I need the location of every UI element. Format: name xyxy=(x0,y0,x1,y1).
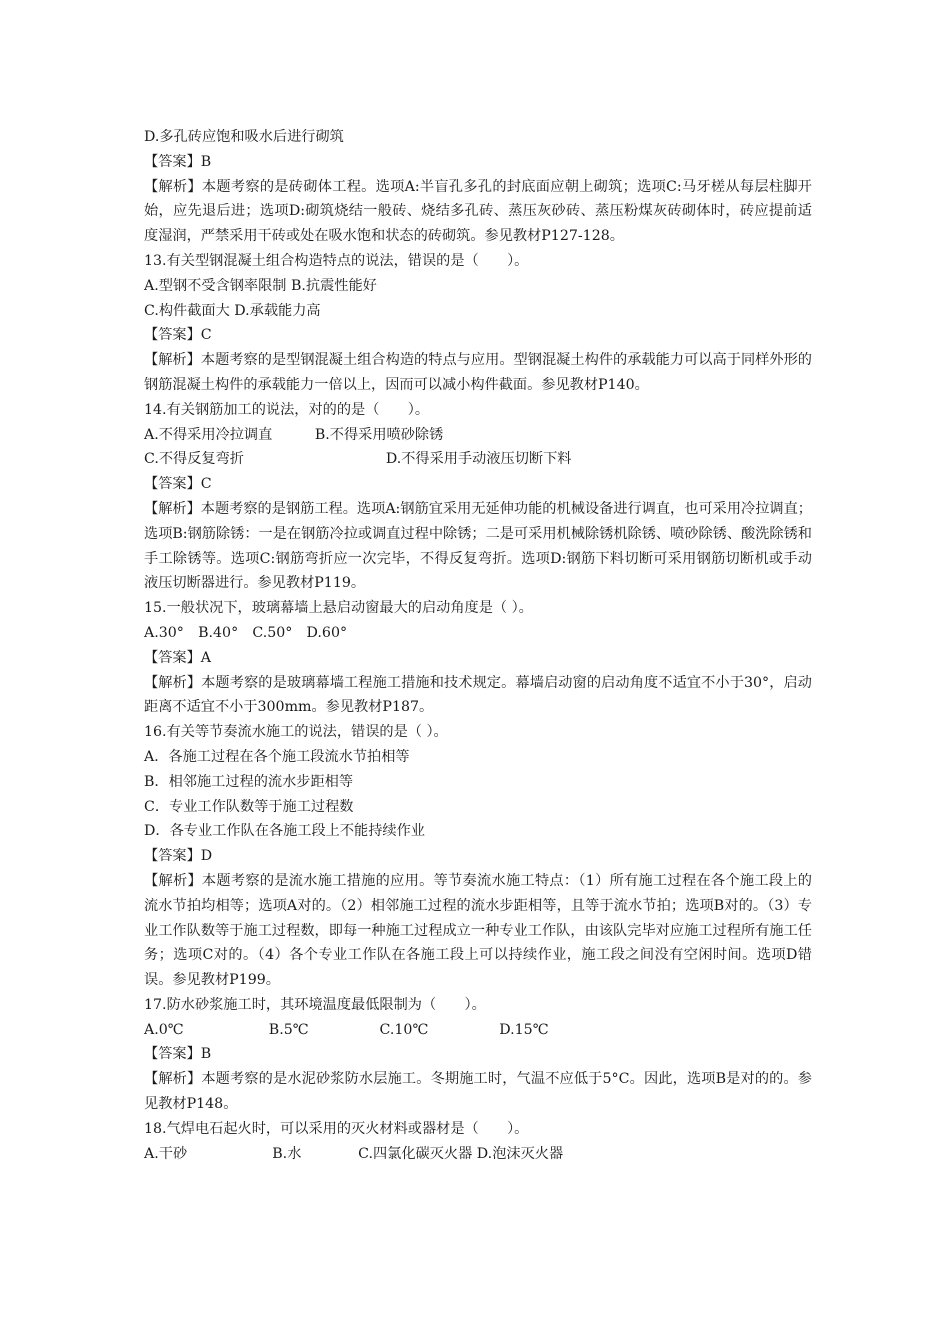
text-line: C.构件截面大 D.承载能力高 xyxy=(144,302,321,319)
text-line: C.不得反复弯折 D.不得采用手动液压切断下料 xyxy=(144,451,572,468)
text-line: 15.一般状况下，玻璃幕墙上悬启动窗最大的启动角度是（ ）。 xyxy=(144,600,533,617)
text-line: D．各专业工作队在各施工段上不能持续作业 xyxy=(144,823,425,840)
text-line: 【答案】A xyxy=(144,649,211,666)
text-line: C．专业工作队数等于施工过程数 xyxy=(144,798,354,815)
text-line: A.30° B.40° C.50° D.60° xyxy=(144,624,348,641)
text-line: 【答案】C xyxy=(144,476,212,493)
text-line: 【答案】B xyxy=(144,153,212,170)
explanation-paragraph: 【解析】本题考察的是钢筋工程。选项A:钢筋宜采用无延伸功能的机械设备进行调直，也可采用冷拉调直；选项B:钢筋除锈：一是在钢筋冷拉或调直过程中除锈；二是可采用机械除锈机除锈、喷砂除锈、酸洗除锈和手工除锈等。选项C:钢筋弯折应一次完毕，不得反复弯折。选项D:钢筋下料切断可采用钢筋切断机或手动液压切断器进行。参见教材P119。 xyxy=(144,500,812,592)
text-line: 17.防水砂浆施工时，其环境温度最低限制为（ ）。 xyxy=(144,996,486,1013)
explanation-paragraph: 【解析】本题考察的是砖砌体工程。选项A:半盲孔多孔的封底面应朝上砌筑；选项C:马牙槎从每层柱脚开始，应先退后进；选项D:砌筑烧结一般砖、烧结多孔砖、蒸压灰砂砖、蒸压粉煤灰砖砌体时，砖应提前适度湿润，严禁采用干砖或处在吸水饱和状态的砖砌筑。参见教材P127-128。 xyxy=(144,178,812,245)
text-line: 【答案】D xyxy=(144,848,213,865)
text-line: D.多孔砖应饱和吸水后进行砌筑 xyxy=(144,129,344,145)
explanation-paragraph: 【解析】本题考察的是流水施工措施的应用。等节奏流水施工特点：（1）所有施工过程在各个施工段上的流水节拍均相等；选项A对的。（2）相邻施工过程的流水步距相等，且等于流水节拍；选项B对的。（3）专业工作队数等于施工过程数，即每一种施工过程成立一种专业工作队，由该队完毕对应施工过程所有施工任务；选项C对的。（4）各个专业工作队在各施工段上可以持续作业，施工段之间没有空闲时间。选项D错误。参见教材P199。 xyxy=(144,872,812,989)
text-line: 【答案】B xyxy=(144,1046,212,1063)
text-line: A.型钢不受含钢率限制 B.抗震性能好 xyxy=(144,277,377,294)
text-line: A.0℃ B.5℃ C.10℃ D.15℃ xyxy=(144,1021,549,1038)
text-line: A．各施工过程在各个施工段流水节拍相等 xyxy=(144,748,410,765)
text-line: A.干砂 B.水 C.四氯化碳灭火器 D.泡沫灭火器 xyxy=(144,1145,564,1162)
text-line: 13.有关型钢混凝土组合构造特点的说法，错误的是（ ）。 xyxy=(144,252,529,269)
text-line: 14.有关钢筋加工的说法，对的的是（ ）。 xyxy=(144,401,430,418)
explanation-paragraph: 【解析】本题考察的是玻璃幕墙工程施工措施和技术规定。幕墙启动窗的启动角度不适宜不小于30°，启动距离不适宜不小于300mm。参见教材P187。 xyxy=(144,674,812,716)
text-line: A.不得采用冷拉调直 B.不得采用喷砂除锈 xyxy=(144,426,444,443)
text-line: 18.气焊电石起火时，可以采用的灭火材料或器材是（ ）。 xyxy=(144,1120,529,1137)
text-line: B．相邻施工过程的流水步距相等 xyxy=(144,773,354,790)
document-page xyxy=(144,125,812,1166)
text-line: 【答案】C xyxy=(144,327,212,344)
explanation-paragraph: 【解析】本题考察的是水泥砂浆防水层施工。冬期施工时，气温不应低于5°C。因此，选项B是对的的。参见教材P148。 xyxy=(144,1071,812,1113)
explanation-paragraph: 【解析】本题考察的是型钢混凝土组合构造的特点与应用。型钢混凝土构件的承载能力可以高于同样外形的钢筋混凝土构件的承载能力一倍以上，因而可以减小构件截面。参见教材P140。 xyxy=(144,352,812,393)
text-line: 16.有关等节奏流水施工的说法，错误的是（ ）。 xyxy=(144,724,448,741)
